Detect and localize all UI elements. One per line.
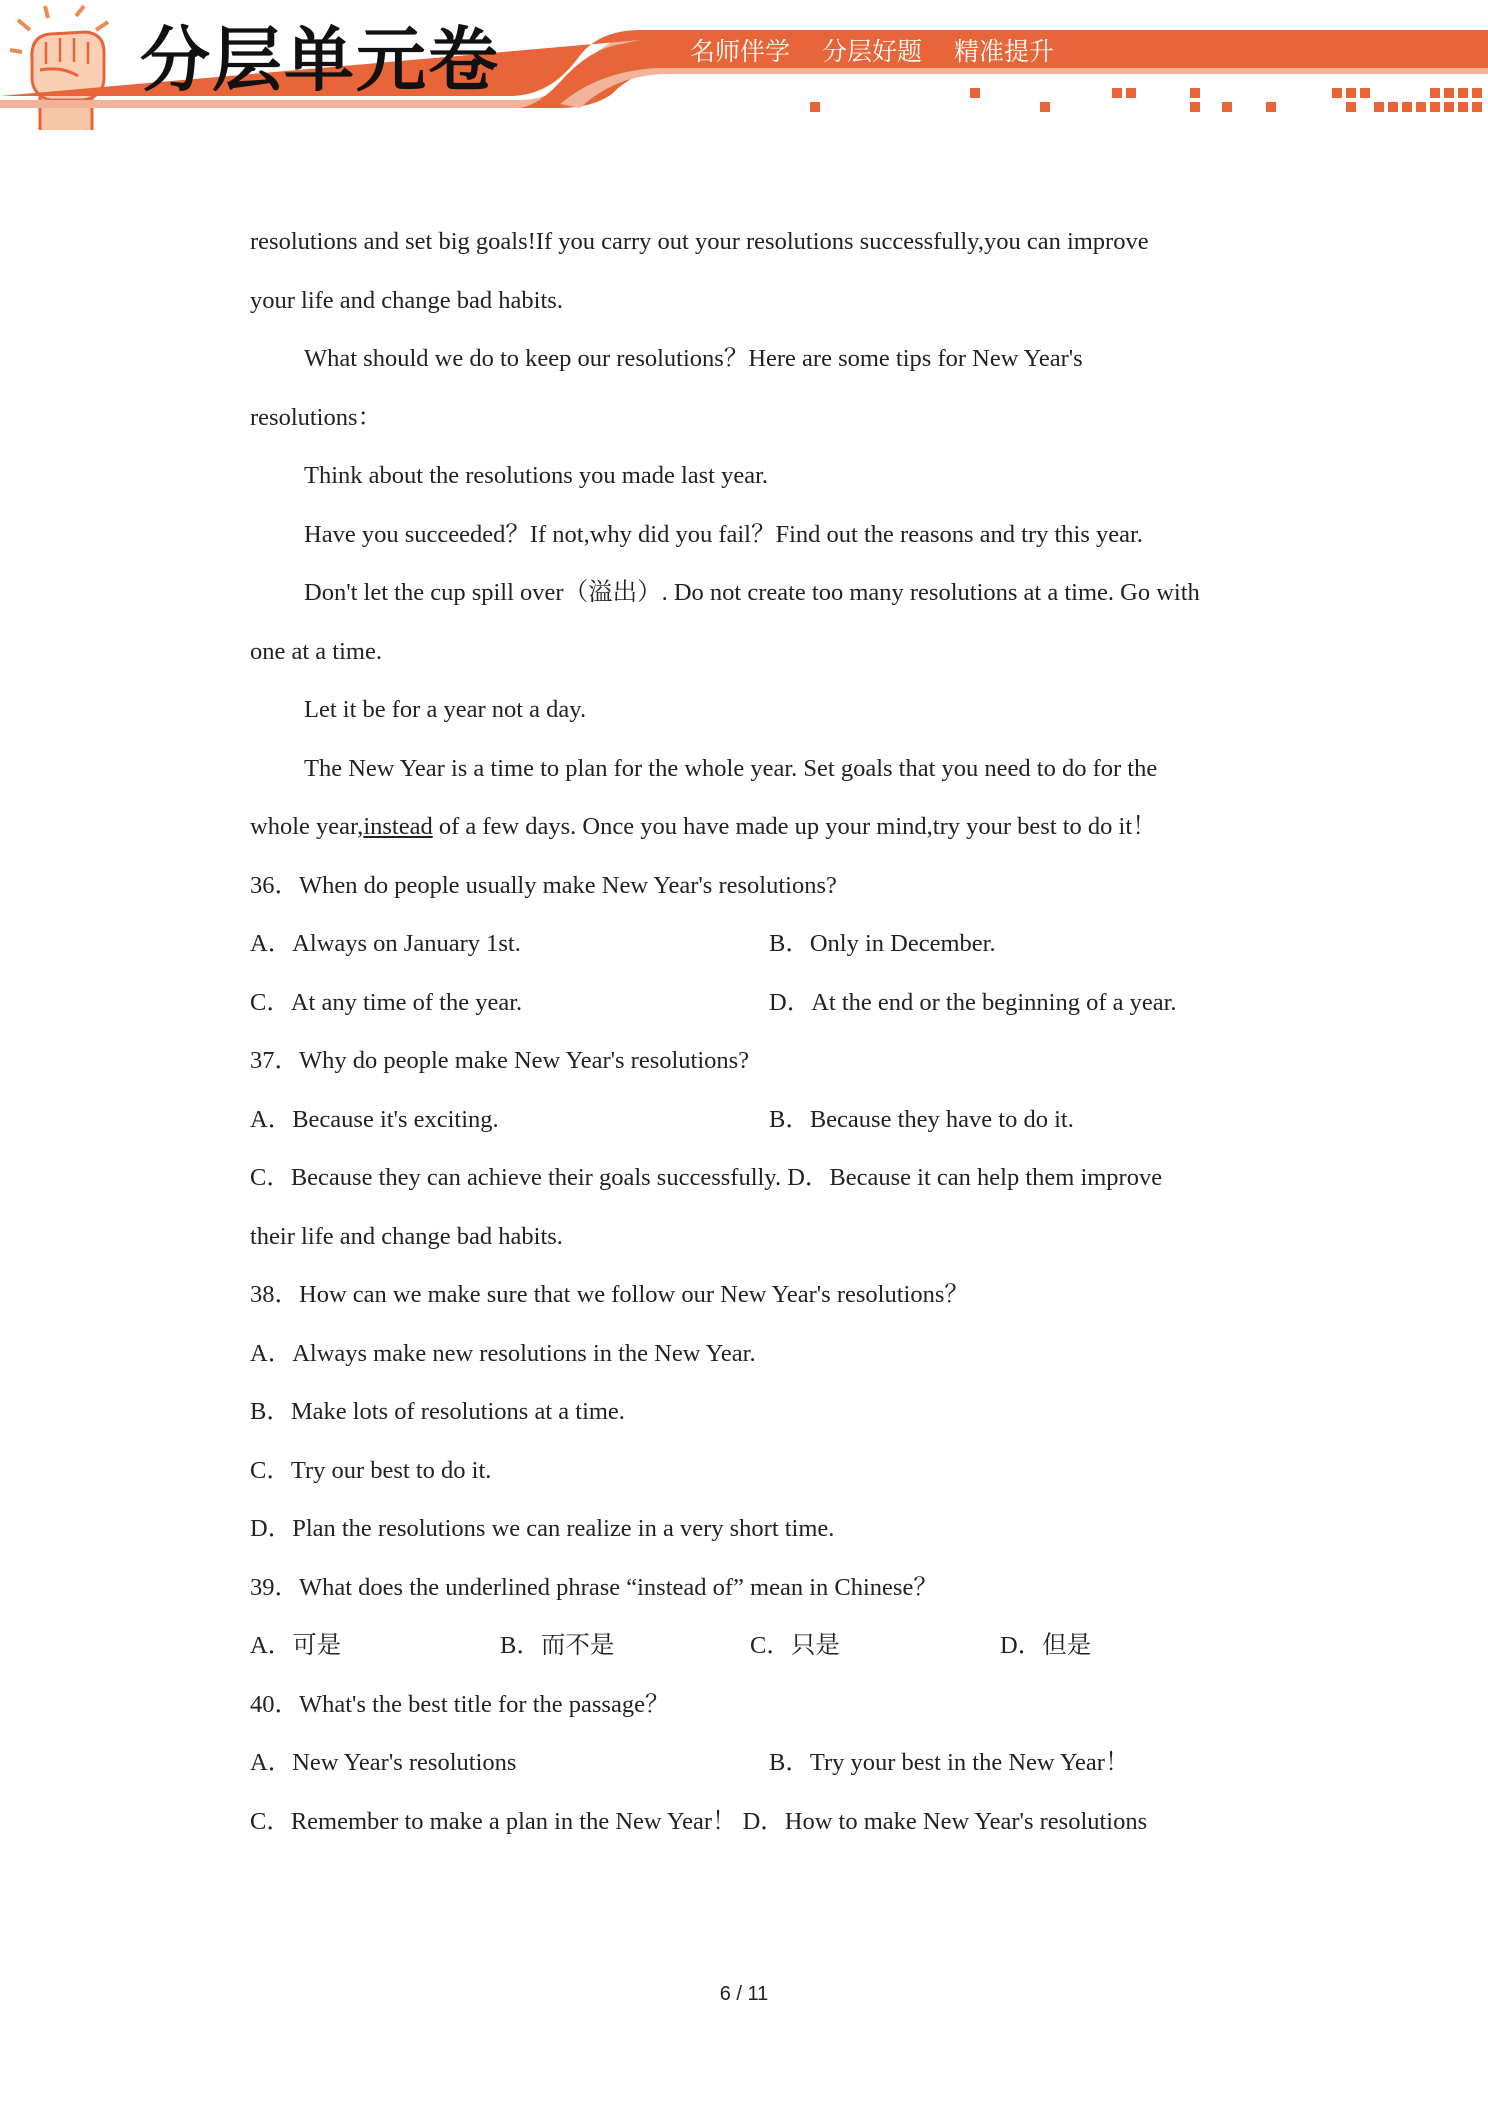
option-d: D．At the end or the beginning of a year.	[769, 988, 1177, 1016]
option-a: A．Always on January 1st.	[250, 930, 521, 957]
option-cd: C．Because they can achieve their goals successfully. D．Because it can help them improve	[250, 1164, 1163, 1191]
page-number: 6 / 11	[719, 1983, 769, 2005]
question-stem: 37．Why do people make New Year's resolutions?	[250, 1047, 750, 1074]
option-cd-continued: their life and change bad habits.	[250, 1222, 563, 1250]
passage-line: resolutions and set big goals!If you carry out your resolutions successfully,you can improve	[250, 228, 1149, 255]
option-b: B．Because they have to do it.	[769, 1105, 1074, 1133]
question-stem: 39．What does the underlined phrase “instead of” mean in Chinese？	[250, 1573, 938, 1601]
option-row	[250, 1617, 1250, 1676]
passage-line: your life and change bad habits.	[250, 286, 563, 314]
option-d: D．Plan the resolutions we can realize in a very short time.	[250, 1515, 835, 1542]
decorative-squares	[810, 88, 1482, 112]
passage-line	[250, 798, 1250, 857]
option-row	[250, 1091, 1250, 1150]
option-d: D．但是	[1000, 1632, 1092, 1659]
option-a: A．Always make new resolutions in the New Year.	[250, 1339, 756, 1367]
option-a: A．Because it's exciting.	[250, 1105, 499, 1133]
passage-line: The New Year is a time to plan for the whole year. Set goals that you need to do for the	[304, 754, 1158, 782]
slogan-item: 分层好题	[821, 37, 922, 66]
option-b: B．Only in December.	[769, 930, 996, 957]
passage-text: of a few days. Once you have made up your mind,try your best to do it！	[432, 813, 1157, 840]
fist-icon	[10, 6, 108, 130]
passage-line: Think about the resolutions you made last year.	[304, 462, 769, 489]
option-a: A．New Year's resolutions	[250, 1749, 517, 1776]
slogan-item: 精准提升	[953, 37, 1054, 66]
option-row	[250, 915, 1250, 974]
passage-line: resolutions：	[250, 403, 383, 431]
option-b: B．Make lots of resolutions at a time.	[250, 1398, 625, 1425]
passage-text: whole year,	[250, 813, 364, 840]
question-stem: 38．How can we make sure that we follow our New Year's resolutions？	[250, 1281, 969, 1308]
passage-line: Have you succeeded？If not,why did you fail？Find out the reasons and try this year.	[304, 520, 1143, 548]
underlined-phrase: instead	[363, 813, 433, 840]
option-a: A．可是	[250, 1632, 342, 1659]
option-c: C．Try our best to do it.	[250, 1456, 492, 1484]
option-b: B．而不是	[500, 1632, 615, 1659]
option-c: C．只是	[750, 1632, 840, 1659]
option-row	[250, 974, 1250, 1033]
passage-line: one at a time.	[250, 637, 382, 665]
passage-line: Don't let the cup spill over（溢出）. Do not create too many resolutions at a time. Go with	[304, 579, 1200, 606]
option-row	[250, 1734, 1250, 1793]
slogan	[690, 34, 1078, 70]
slogan-item: 名师伴学	[690, 37, 791, 66]
option-b: B．Try your best in the New Year！	[769, 1749, 1130, 1776]
option-cd: C．Remember to make a plan in the New Year！ D．How to make New Year's resolutions	[250, 1807, 1148, 1835]
passage-line: Let it be for a year not a day.	[304, 696, 587, 723]
passage-line: What should we do to keep our resolutions？Here are some tips for New Year's	[304, 345, 1083, 372]
question-stem: 40．What's the best title for the passage？	[250, 1690, 670, 1718]
page-header	[0, 0, 1488, 130]
brand-title: 分层单元卷	[140, 19, 500, 101]
page-content	[250, 213, 1250, 1851]
option-c: C．At any time of the year.	[250, 988, 523, 1016]
question-stem: 36．When do people usually make New Year's resolutions?	[250, 871, 837, 899]
